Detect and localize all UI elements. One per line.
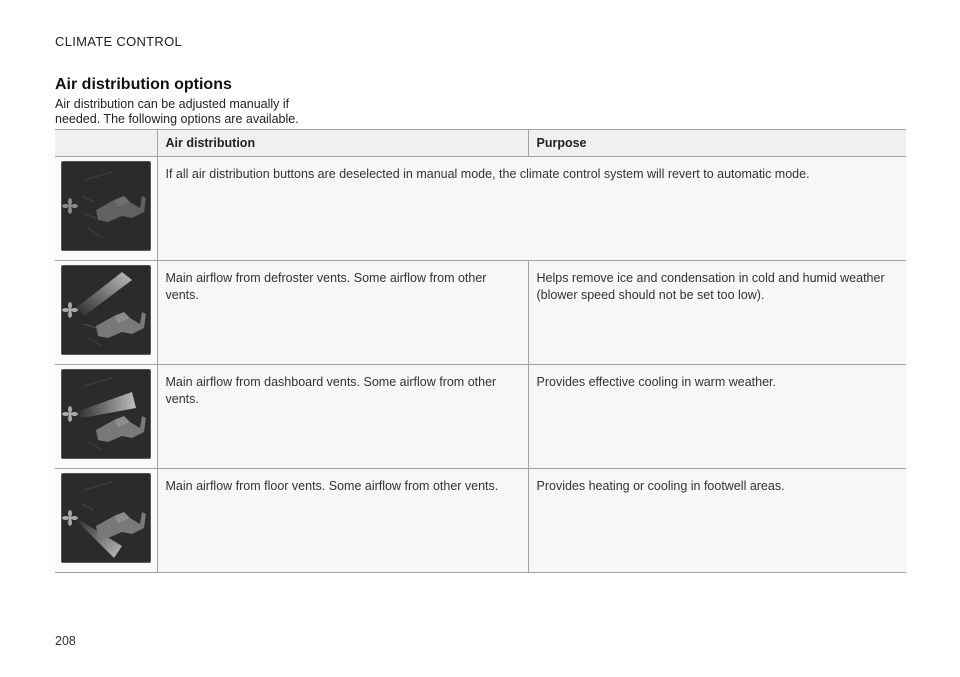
page-number: 208 [55, 634, 76, 648]
running-head: CLIMATE CONTROL [55, 34, 183, 49]
table-row [55, 261, 906, 365]
table-header-row [55, 130, 906, 157]
header-air-distribution: Air distribution [157, 130, 528, 157]
table-row [55, 157, 906, 261]
note-cell: If all air distribution buttons are deselected in manual mode, the climate control system will revert to automatic mode. [157, 157, 906, 261]
header-purpose: Purpose [528, 130, 906, 157]
purpose-cell: Provides effective cooling in warm weather. [528, 365, 906, 469]
air-distribution-all-off-icon [61, 161, 151, 251]
icon-cell [55, 469, 157, 573]
table-row [55, 365, 906, 469]
icon-cell [55, 157, 157, 261]
purpose-cell: Helps remove ice and condensation in cold and humid weather (blower speed should not be set too low). [528, 261, 906, 365]
air-distribution-defroster-icon [61, 265, 151, 355]
section-title: Air distribution options [55, 76, 232, 93]
purpose-cell: Provides heating or cooling in footwell areas. [528, 469, 906, 573]
air-distribution-table [55, 129, 906, 573]
description-cell: Main airflow from dashboard vents. Some airflow from other vents. [157, 365, 528, 469]
header-icon-column [55, 130, 157, 157]
description-cell: Main airflow from floor vents. Some airflow from other vents. [157, 469, 528, 573]
air-distribution-floor-icon [61, 473, 151, 563]
icon-cell [55, 261, 157, 365]
description-cell: Main airflow from defroster vents. Some airflow from other vents. [157, 261, 528, 365]
air-distribution-dashboard-icon [61, 369, 151, 459]
table-row [55, 469, 906, 573]
icon-cell [55, 365, 157, 469]
intro-paragraph: Air distribution can be adjusted manually if needed. The following options are available. [55, 97, 299, 126]
